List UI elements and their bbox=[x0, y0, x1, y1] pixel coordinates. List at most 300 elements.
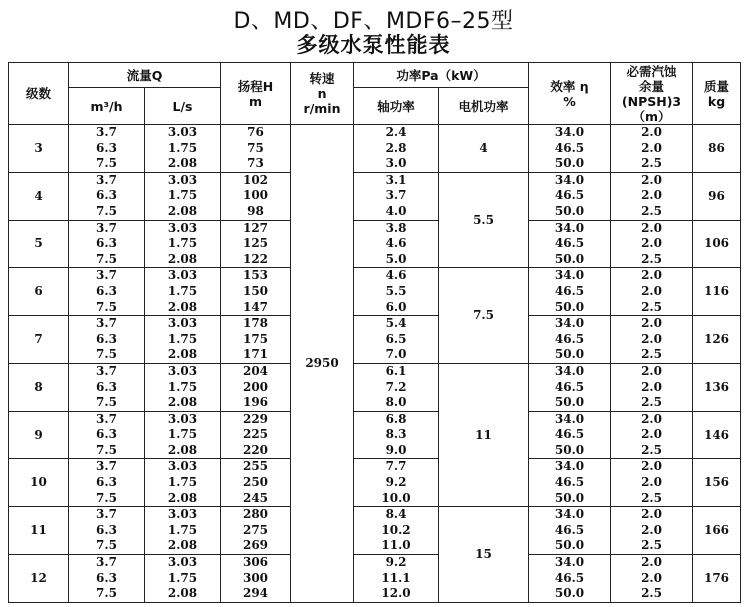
flow-m3h-cell-value: 3.7 bbox=[96, 316, 117, 331]
flow-m3h-cell-value: 3.7 bbox=[96, 507, 117, 522]
header-eff-unit: % bbox=[563, 93, 576, 109]
header-mass-label: 质量 bbox=[704, 78, 730, 94]
efficiency-cell-value: 50.0 bbox=[554, 156, 585, 171]
head-cell-value: 245 bbox=[242, 490, 269, 505]
table-row bbox=[9, 507, 741, 555]
npsh-cell-value: 2.0 bbox=[641, 125, 662, 139]
flow-m3h-cell bbox=[69, 459, 145, 507]
shaft-power-cell-value: 7.7 bbox=[385, 459, 407, 474]
npsh-cell-value: 2.0 bbox=[641, 188, 662, 203]
flow-ls-cell-value: 1.75 bbox=[167, 236, 198, 251]
head-cell-value: 220 bbox=[242, 442, 269, 457]
head-cell bbox=[221, 172, 291, 220]
head-cell-value: 225 bbox=[242, 427, 269, 442]
flow-m3h-cell bbox=[69, 316, 145, 364]
motor-power-cell: 15 bbox=[439, 507, 529, 603]
shaft-power-cell-value: 6.0 bbox=[385, 299, 407, 314]
stage-cell: 12 bbox=[9, 555, 69, 603]
mass-cell: 126 bbox=[693, 316, 741, 364]
table-row bbox=[9, 459, 741, 507]
flow-ls-cell-value: 2.08 bbox=[167, 395, 198, 410]
npsh-cell-value: 2.0 bbox=[641, 555, 662, 570]
efficiency-cell bbox=[529, 363, 611, 411]
flow-m3h-cell bbox=[69, 268, 145, 316]
head-cell bbox=[221, 363, 291, 411]
head-cell-value: 269 bbox=[242, 538, 269, 553]
flow-m3h-cell-value: 3.7 bbox=[96, 459, 117, 474]
table-row bbox=[9, 411, 741, 459]
efficiency-cell-value: 50.0 bbox=[554, 442, 585, 457]
npsh-cell bbox=[611, 125, 693, 173]
header-speed-n: n bbox=[317, 86, 327, 101]
efficiency-cell-value: 46.5 bbox=[554, 570, 585, 585]
head-cell-value: 100 bbox=[242, 188, 269, 203]
flow-ls-cell-value: 3.03 bbox=[167, 172, 198, 187]
efficiency-cell bbox=[529, 125, 611, 173]
npsh-cell-value: 2.0 bbox=[641, 172, 662, 187]
head-cell-value: 250 bbox=[242, 475, 269, 490]
flow-ls-cell-value: 3.03 bbox=[167, 555, 198, 570]
head-cell-value: 175 bbox=[242, 331, 269, 346]
efficiency-cell-value: 50.0 bbox=[554, 586, 585, 601]
flow-ls-cell-value: 2.08 bbox=[167, 156, 198, 171]
efficiency-cell-value: 34.0 bbox=[554, 268, 585, 283]
flow-m3h-cell-value: 7.5 bbox=[96, 251, 117, 266]
table-row bbox=[9, 363, 741, 411]
efficiency-cell-value: 50.0 bbox=[554, 395, 585, 410]
head-cell-value: 125 bbox=[242, 236, 269, 251]
header-speed bbox=[291, 63, 354, 125]
flow-m3h-cell bbox=[69, 507, 145, 555]
npsh-cell bbox=[611, 507, 693, 555]
speed-cell: 2950 bbox=[291, 125, 354, 603]
npsh-cell-value: 2.5 bbox=[641, 251, 662, 266]
efficiency-cell-value: 50.0 bbox=[554, 347, 585, 362]
stage-cell: 11 bbox=[9, 507, 69, 555]
header-npsh-l1: 必需汽蚀 bbox=[626, 63, 677, 79]
npsh-cell bbox=[611, 316, 693, 364]
flow-m3h-cell-value: 7.5 bbox=[96, 538, 117, 553]
head-cell-value: 76 bbox=[247, 125, 264, 139]
stage-cell: 3 bbox=[9, 125, 69, 173]
flow-ls-cell-value: 1.75 bbox=[167, 427, 198, 442]
table-subtitle: 多级水泵性能表 bbox=[296, 33, 451, 57]
header-mass bbox=[693, 63, 741, 125]
shaft-power-cell-value: 9.2 bbox=[385, 555, 407, 570]
shaft-power-cell-value: 9.0 bbox=[385, 442, 407, 457]
flow-m3h-cell-value: 6.3 bbox=[96, 570, 117, 585]
head-cell-value: 294 bbox=[242, 586, 269, 601]
head-cell-value: 147 bbox=[242, 299, 269, 314]
flow-m3h-cell-value: 6.3 bbox=[96, 427, 117, 442]
header-eff-label: 效率 η bbox=[550, 78, 589, 94]
mass-cell: 116 bbox=[693, 268, 741, 316]
shaft-power-cell-value: 3.0 bbox=[385, 156, 407, 171]
head-cell-value: 200 bbox=[242, 379, 269, 394]
flow-ls-cell bbox=[145, 507, 221, 555]
efficiency-cell-value: 46.5 bbox=[554, 427, 585, 442]
head-cell bbox=[221, 125, 291, 173]
flow-m3h-cell bbox=[69, 220, 145, 268]
flow-m3h-cell-value: 6.3 bbox=[96, 236, 117, 251]
head-cell bbox=[221, 555, 291, 603]
mass-cell: 96 bbox=[693, 172, 741, 220]
npsh-cell-value: 2.5 bbox=[641, 490, 662, 505]
shaft-power-cell-value: 8.0 bbox=[385, 395, 407, 410]
flow-ls-cell-value: 1.75 bbox=[167, 379, 198, 394]
flow-ls-cell bbox=[145, 172, 221, 220]
header-head bbox=[221, 63, 291, 125]
flow-ls-cell-value: 3.03 bbox=[167, 411, 198, 426]
header-speed-unit: r/min bbox=[303, 101, 341, 116]
flow-m3h-cell-value: 6.3 bbox=[96, 331, 117, 346]
shaft-power-cell-value: 7.0 bbox=[385, 347, 407, 362]
motor-power-cell: 11 bbox=[439, 363, 529, 506]
shaft-power-cell-value: 3.8 bbox=[385, 220, 407, 235]
mass-cell: 166 bbox=[693, 507, 741, 555]
head-cell-value: 300 bbox=[242, 570, 269, 585]
shaft-power-cell bbox=[354, 507, 439, 555]
flow-m3h-cell-value: 7.5 bbox=[96, 156, 117, 171]
flow-m3h-cell-value: 3.7 bbox=[96, 220, 117, 235]
flow-m3h-cell bbox=[69, 411, 145, 459]
flow-m3h-cell-value: 3.7 bbox=[96, 363, 117, 378]
shaft-power-cell-value: 5.0 bbox=[385, 251, 407, 266]
flow-m3h-cell-value: 3.7 bbox=[96, 268, 117, 283]
shaft-power-cell-value: 12.0 bbox=[381, 586, 411, 601]
efficiency-cell-value: 46.5 bbox=[554, 283, 585, 298]
shaft-power-cell-value: 2.8 bbox=[385, 140, 407, 155]
flow-ls-cell-value: 1.75 bbox=[167, 570, 198, 585]
header-flow-ls: L/s bbox=[145, 88, 221, 125]
header-stages: 级数 bbox=[9, 63, 69, 125]
stage-cell: 10 bbox=[9, 459, 69, 507]
head-cell-value: 204 bbox=[242, 363, 269, 378]
flow-m3h-cell-value: 7.5 bbox=[96, 299, 117, 314]
shaft-power-cell-value: 7.2 bbox=[385, 379, 407, 394]
shaft-power-cell bbox=[354, 220, 439, 268]
shaft-power-cell-value: 4.6 bbox=[385, 236, 407, 251]
shaft-power-cell-value: 8.4 bbox=[385, 507, 407, 522]
head-cell-value: 98 bbox=[247, 203, 264, 218]
head-cell-value: 275 bbox=[242, 522, 269, 537]
npsh-cell-value: 2.5 bbox=[641, 203, 662, 218]
flow-m3h-cell bbox=[69, 125, 145, 173]
head-cell-value: 127 bbox=[242, 220, 269, 235]
header-power: 功率Pa（kW） bbox=[354, 63, 529, 88]
efficiency-cell-value: 46.5 bbox=[554, 475, 585, 490]
head-cell-value: 255 bbox=[242, 459, 269, 474]
flow-ls-cell-value: 1.75 bbox=[167, 475, 198, 490]
header-head-label: 扬程H bbox=[237, 78, 274, 94]
shaft-power-cell bbox=[354, 363, 439, 411]
npsh-cell-value: 2.5 bbox=[641, 347, 662, 362]
shaft-power-cell bbox=[354, 316, 439, 364]
efficiency-cell-value: 34.0 bbox=[554, 172, 585, 187]
efficiency-cell bbox=[529, 316, 611, 364]
npsh-cell-value: 2.0 bbox=[641, 427, 662, 442]
header-efficiency bbox=[529, 63, 611, 125]
shaft-power-cell-value: 2.4 bbox=[385, 125, 407, 139]
shaft-power-cell bbox=[354, 268, 439, 316]
table-row bbox=[9, 268, 741, 316]
header-flow-m3h: m³/h bbox=[69, 88, 145, 125]
header-motor-power: 电机功率 bbox=[439, 88, 529, 125]
mass-cell: 136 bbox=[693, 363, 741, 411]
table-row bbox=[9, 316, 741, 364]
efficiency-cell-value: 46.5 bbox=[554, 236, 585, 251]
head-cell-value: 75 bbox=[247, 140, 264, 155]
flow-m3h-cell bbox=[69, 363, 145, 411]
npsh-cell-value: 2.0 bbox=[641, 459, 662, 474]
head-cell bbox=[221, 459, 291, 507]
shaft-power-cell-value: 6.1 bbox=[385, 363, 407, 378]
stage-cell: 8 bbox=[9, 363, 69, 411]
shaft-power-cell-value: 4.0 bbox=[385, 203, 407, 218]
flow-ls-cell bbox=[145, 363, 221, 411]
flow-m3h-cell-value: 7.5 bbox=[96, 395, 117, 410]
head-cell-value: 229 bbox=[242, 411, 269, 426]
flow-ls-cell-value: 2.08 bbox=[167, 347, 198, 362]
mass-cell: 156 bbox=[693, 459, 741, 507]
npsh-cell-value: 2.5 bbox=[641, 395, 662, 410]
flow-ls-cell-value: 2.08 bbox=[167, 586, 198, 601]
shaft-power-cell bbox=[354, 172, 439, 220]
stage-cell: 7 bbox=[9, 316, 69, 364]
shaft-power-cell-value: 11.0 bbox=[381, 538, 411, 553]
efficiency-cell-value: 50.0 bbox=[554, 299, 585, 314]
header-head-unit: m bbox=[249, 93, 263, 109]
head-cell-value: 196 bbox=[242, 395, 269, 410]
flow-ls-cell-value: 3.03 bbox=[167, 316, 198, 331]
npsh-cell-value: 2.0 bbox=[641, 283, 662, 298]
head-cell-value: 122 bbox=[242, 251, 269, 266]
shaft-power-cell-value: 5.4 bbox=[385, 316, 407, 331]
efficiency-cell bbox=[529, 459, 611, 507]
shaft-power-cell-value: 6.5 bbox=[385, 331, 407, 346]
flow-ls-cell bbox=[145, 125, 221, 173]
flow-ls-cell-value: 3.03 bbox=[167, 268, 198, 283]
efficiency-cell-value: 34.0 bbox=[554, 220, 585, 235]
shaft-power-cell bbox=[354, 125, 439, 173]
npsh-cell-value: 2.0 bbox=[641, 220, 662, 235]
flow-ls-cell-value: 2.08 bbox=[167, 299, 198, 314]
mass-cell: 176 bbox=[693, 555, 741, 603]
flow-ls-cell-value: 1.75 bbox=[167, 188, 198, 203]
efficiency-cell bbox=[529, 555, 611, 603]
npsh-cell-value: 2.0 bbox=[641, 316, 662, 331]
shaft-power-cell-value: 11.1 bbox=[381, 570, 411, 585]
efficiency-cell-value: 50.0 bbox=[554, 490, 585, 505]
flow-ls-cell-value: 1.75 bbox=[167, 331, 198, 346]
motor-power-cell: 7.5 bbox=[439, 268, 529, 364]
pump-performance-table bbox=[8, 62, 741, 603]
header-shaft-power: 轴功率 bbox=[354, 88, 439, 125]
flow-m3h-cell-value: 3.7 bbox=[96, 411, 117, 426]
npsh-cell bbox=[611, 459, 693, 507]
flow-ls-cell-value: 3.03 bbox=[167, 125, 198, 139]
flow-m3h-cell-value: 7.5 bbox=[96, 203, 117, 218]
flow-m3h-cell-value: 7.5 bbox=[96, 490, 117, 505]
head-cell bbox=[221, 316, 291, 364]
head-cell bbox=[221, 268, 291, 316]
efficiency-cell bbox=[529, 172, 611, 220]
npsh-cell-value: 2.0 bbox=[641, 140, 662, 155]
npsh-cell bbox=[611, 411, 693, 459]
motor-power-cell: 5.5 bbox=[439, 172, 529, 268]
stage-cell: 5 bbox=[9, 220, 69, 268]
efficiency-cell-value: 46.5 bbox=[554, 188, 585, 203]
flow-m3h-cell-value: 3.7 bbox=[96, 125, 117, 139]
flow-m3h-cell-value: 3.7 bbox=[96, 172, 117, 187]
npsh-cell-value: 2.0 bbox=[641, 268, 662, 283]
efficiency-cell-value: 34.0 bbox=[554, 507, 585, 522]
flow-ls-cell-value: 2.08 bbox=[167, 538, 198, 553]
npsh-cell-value: 2.0 bbox=[641, 363, 662, 378]
npsh-cell-value: 2.0 bbox=[641, 475, 662, 490]
header-mass-unit: kg bbox=[707, 93, 726, 109]
flow-m3h-cell-value: 7.5 bbox=[96, 586, 117, 601]
mass-cell: 146 bbox=[693, 411, 741, 459]
npsh-cell bbox=[611, 172, 693, 220]
efficiency-cell-value: 46.5 bbox=[554, 522, 585, 537]
flow-ls-cell-value: 3.03 bbox=[167, 459, 198, 474]
npsh-cell-value: 2.0 bbox=[641, 411, 662, 426]
flow-m3h-cell-value: 6.3 bbox=[96, 140, 117, 155]
flow-m3h-cell-value: 7.5 bbox=[96, 347, 117, 362]
shaft-power-cell-value: 3.1 bbox=[385, 172, 407, 187]
flow-ls-cell-value: 3.03 bbox=[167, 220, 198, 235]
table-body bbox=[9, 125, 741, 603]
flow-ls-cell bbox=[145, 555, 221, 603]
npsh-cell bbox=[611, 220, 693, 268]
shaft-power-cell-value: 5.5 bbox=[385, 283, 407, 298]
efficiency-cell-value: 46.5 bbox=[554, 379, 585, 394]
npsh-cell-value: 2.0 bbox=[641, 522, 662, 537]
flow-ls-cell bbox=[145, 459, 221, 507]
head-cell-value: 178 bbox=[242, 316, 269, 331]
flow-ls-cell bbox=[145, 220, 221, 268]
table-row bbox=[9, 172, 741, 220]
table-row bbox=[9, 555, 741, 603]
npsh-cell-value: 2.0 bbox=[641, 507, 662, 522]
shaft-power-cell bbox=[354, 555, 439, 603]
npsh-cell-value: 2.0 bbox=[641, 379, 662, 394]
efficiency-cell-value: 34.0 bbox=[554, 411, 585, 426]
efficiency-cell-value: 34.0 bbox=[554, 363, 585, 378]
head-cell-value: 73 bbox=[247, 156, 264, 171]
head-cell-value: 153 bbox=[242, 268, 269, 283]
efficiency-cell bbox=[529, 220, 611, 268]
flow-ls-cell bbox=[145, 268, 221, 316]
flow-m3h-cell-value: 3.7 bbox=[96, 555, 117, 570]
flow-m3h-cell-value: 6.3 bbox=[96, 379, 117, 394]
shaft-power-cell bbox=[354, 459, 439, 507]
npsh-cell-value: 2.5 bbox=[641, 586, 662, 601]
head-cell-value: 280 bbox=[242, 507, 269, 522]
table-row bbox=[9, 220, 741, 268]
head-cell-value: 102 bbox=[242, 172, 269, 187]
efficiency-cell bbox=[529, 411, 611, 459]
flow-m3h-cell-value: 6.3 bbox=[96, 188, 117, 203]
shaft-power-cell-value: 3.7 bbox=[385, 188, 407, 203]
efficiency-cell-value: 50.0 bbox=[554, 538, 585, 553]
flow-m3h-cell-value: 6.3 bbox=[96, 475, 117, 490]
header-npsh-l2: 余量 bbox=[639, 78, 665, 94]
efficiency-cell-value: 46.5 bbox=[554, 140, 585, 155]
stage-cell: 9 bbox=[9, 411, 69, 459]
efficiency-cell bbox=[529, 268, 611, 316]
flow-ls-cell bbox=[145, 316, 221, 364]
head-cell-value: 171 bbox=[242, 347, 269, 362]
flow-ls-cell-value: 1.75 bbox=[167, 283, 198, 298]
shaft-power-cell bbox=[354, 411, 439, 459]
npsh-cell-value: 2.0 bbox=[641, 236, 662, 251]
flow-m3h-cell-value: 6.3 bbox=[96, 522, 117, 537]
flow-ls-cell-value: 1.75 bbox=[167, 140, 198, 155]
header-npsh bbox=[611, 63, 693, 125]
flow-ls-cell bbox=[145, 411, 221, 459]
shaft-power-cell-value: 10.2 bbox=[381, 522, 411, 537]
npsh-cell bbox=[611, 268, 693, 316]
flow-ls-cell-value: 1.75 bbox=[167, 522, 198, 537]
efficiency-cell-value: 34.0 bbox=[554, 125, 585, 139]
flow-ls-cell-value: 2.08 bbox=[167, 442, 198, 457]
shaft-power-cell-value: 9.2 bbox=[385, 475, 407, 490]
npsh-cell-value: 2.5 bbox=[641, 442, 662, 457]
header-npsh-l3: (NPSH)3 bbox=[621, 93, 682, 109]
npsh-cell-value: 2.0 bbox=[641, 331, 662, 346]
head-cell bbox=[221, 411, 291, 459]
npsh-cell bbox=[611, 363, 693, 411]
npsh-cell-value: 2.5 bbox=[641, 538, 662, 553]
efficiency-cell-value: 34.0 bbox=[554, 555, 585, 570]
npsh-cell-value: 2.5 bbox=[641, 299, 662, 314]
efficiency-cell bbox=[529, 507, 611, 555]
efficiency-cell-value: 50.0 bbox=[554, 203, 585, 218]
flow-m3h-cell-value: 6.3 bbox=[96, 283, 117, 298]
stage-cell: 4 bbox=[9, 172, 69, 220]
flow-ls-cell-value: 2.08 bbox=[167, 490, 198, 505]
header-speed-label: 转速 bbox=[309, 71, 335, 86]
npsh-cell bbox=[611, 555, 693, 603]
shaft-power-cell-value: 4.6 bbox=[385, 268, 407, 283]
head-cell-value: 150 bbox=[242, 283, 269, 298]
table-title: D、MD、DF、MDF6–25型 bbox=[233, 9, 514, 34]
mass-cell: 86 bbox=[693, 125, 741, 173]
flow-m3h-cell-value: 7.5 bbox=[96, 442, 117, 457]
efficiency-cell-value: 34.0 bbox=[554, 459, 585, 474]
npsh-cell-value: 2.0 bbox=[641, 570, 662, 585]
table-row bbox=[9, 125, 741, 173]
flow-m3h-cell bbox=[69, 172, 145, 220]
motor-power-cell: 4 bbox=[439, 125, 529, 173]
head-cell bbox=[221, 507, 291, 555]
flow-ls-cell-value: 3.03 bbox=[167, 363, 198, 378]
head-cell-value: 306 bbox=[242, 555, 269, 570]
flow-ls-cell-value: 2.08 bbox=[167, 251, 198, 266]
efficiency-cell-value: 50.0 bbox=[554, 251, 585, 266]
head-cell bbox=[221, 220, 291, 268]
mass-cell: 106 bbox=[693, 220, 741, 268]
shaft-power-cell-value: 8.3 bbox=[385, 427, 407, 442]
efficiency-cell-value: 46.5 bbox=[554, 331, 585, 346]
flow-m3h-cell bbox=[69, 555, 145, 603]
npsh-cell-value: 2.5 bbox=[641, 156, 662, 171]
header-flow: 流量Q bbox=[69, 63, 221, 88]
efficiency-cell-value: 34.0 bbox=[554, 316, 585, 331]
header-npsh-l4: （m） bbox=[632, 108, 671, 124]
